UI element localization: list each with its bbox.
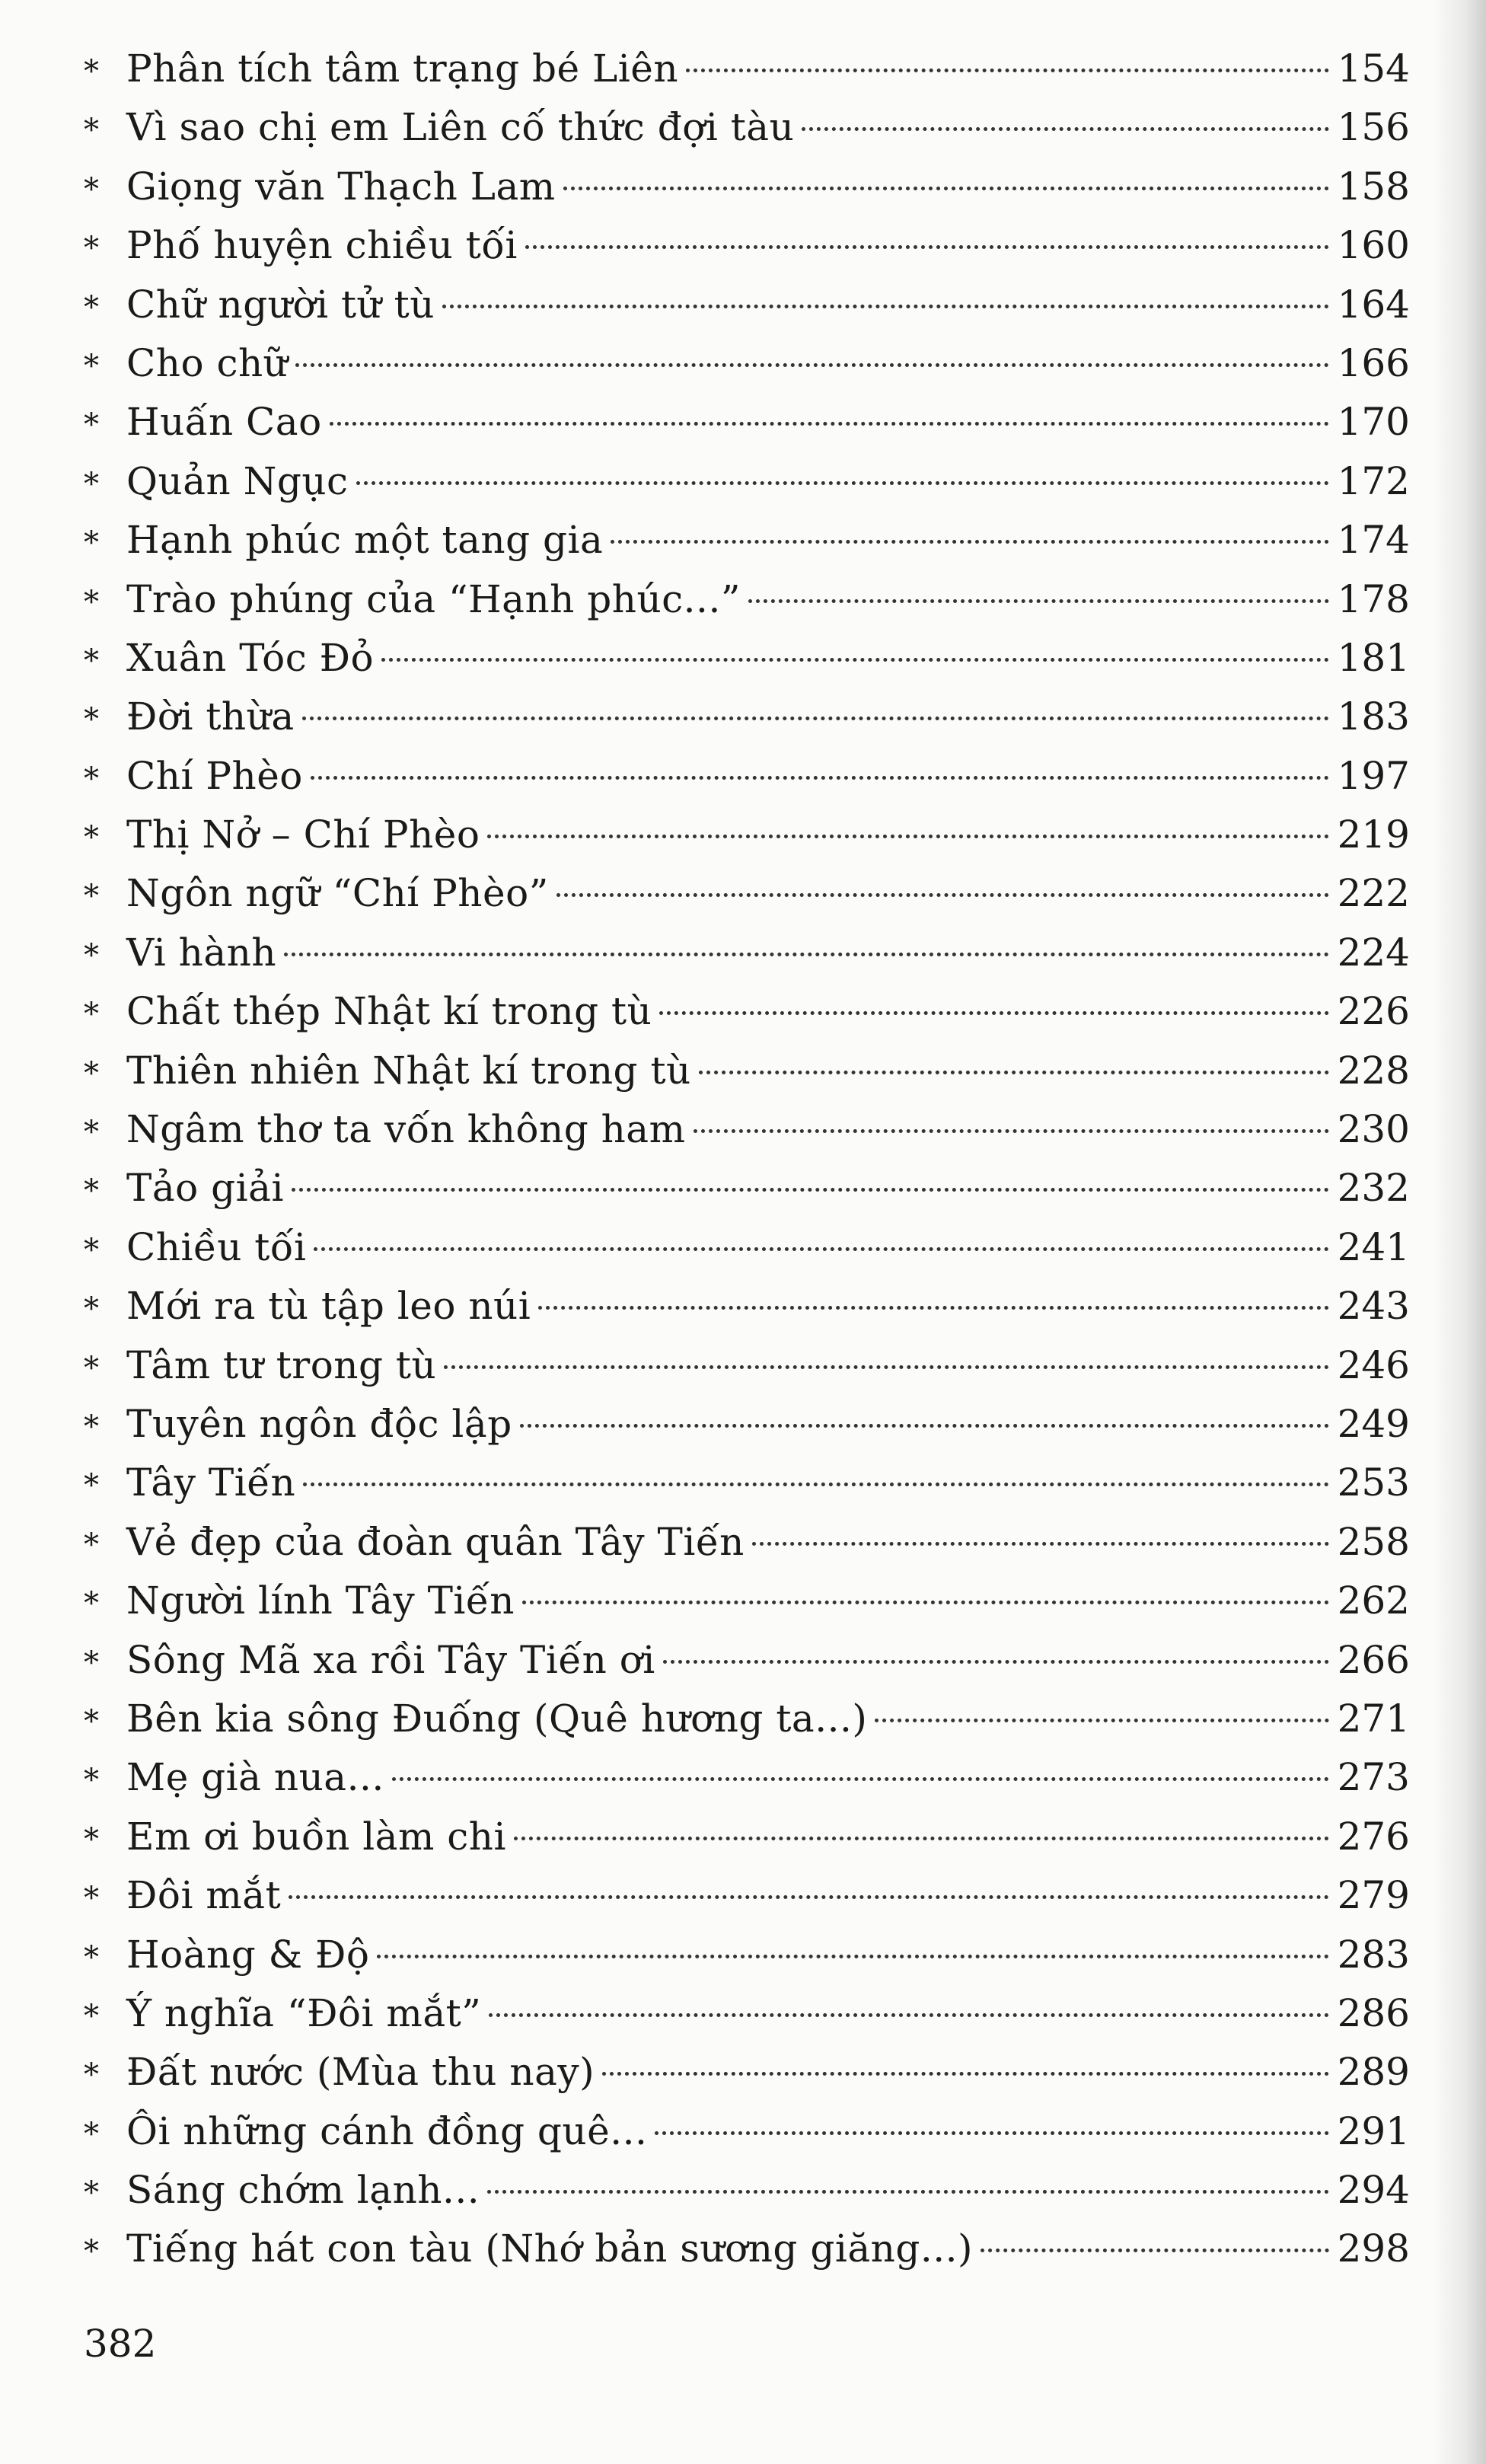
toc-entry-page-number: 156 bbox=[1337, 105, 1410, 150]
toc-dot-leader bbox=[663, 1660, 1329, 1664]
toc-dot-leader bbox=[655, 2131, 1329, 2135]
toc-dot-leader bbox=[699, 1071, 1329, 1074]
toc-entry-title: Xuân Tóc Đỏ bbox=[126, 635, 375, 680]
toc-entry bbox=[84, 1336, 1410, 1395]
toc-entry bbox=[84, 1748, 1410, 1807]
toc-entry-title: Vi hành bbox=[126, 930, 277, 975]
toc-entry bbox=[84, 1042, 1410, 1100]
toc-entry bbox=[84, 1690, 1410, 1748]
toc-entry-title: Giọng văn Thạch Lam bbox=[126, 164, 556, 209]
toc-bullet: * bbox=[84, 1763, 99, 1799]
toc-bullet: * bbox=[84, 1881, 99, 1917]
toc-dot-leader bbox=[295, 363, 1329, 367]
toc-dot-leader bbox=[602, 2072, 1329, 2076]
toc-entry bbox=[84, 1218, 1410, 1277]
toc-entry bbox=[84, 40, 1410, 98]
toc-entry bbox=[84, 570, 1410, 629]
toc-dot-leader bbox=[377, 1955, 1329, 1958]
toc-entry-page-number: 271 bbox=[1337, 1696, 1410, 1741]
toc-dot-leader bbox=[563, 187, 1329, 190]
toc-entry bbox=[84, 2220, 1410, 2278]
toc-dot-leader bbox=[694, 1129, 1329, 1133]
toc-entry-title: Mẹ già nua... bbox=[126, 1755, 384, 1800]
toc-bullet: * bbox=[84, 1173, 99, 1209]
toc-bullet: * bbox=[84, 643, 99, 678]
toc-dot-leader bbox=[611, 540, 1329, 544]
toc-dot-leader bbox=[487, 2190, 1329, 2194]
toc-entry-title: Quản Ngục bbox=[126, 458, 349, 503]
toc-bullet: * bbox=[84, 937, 99, 973]
toc-entry-title: Thiên nhiên Nhật kí trong tù bbox=[126, 1048, 691, 1093]
toc-entry-title: Hoàng & Độ bbox=[126, 1932, 370, 1977]
toc-entry-page-number: 197 bbox=[1337, 753, 1410, 798]
toc-entry bbox=[84, 452, 1410, 511]
toc-entry-title: Đời thừa bbox=[126, 694, 295, 739]
toc-bullet: * bbox=[84, 584, 99, 620]
toc-bullet: * bbox=[84, 466, 99, 502]
toc-entry-page-number: 228 bbox=[1337, 1048, 1410, 1093]
toc-entry-title: Tiếng hát con tàu (Nhớ bản sương giăng...) bbox=[126, 2226, 974, 2271]
toc-dot-leader bbox=[311, 776, 1329, 780]
toc-entry bbox=[84, 511, 1410, 570]
toc-bullet: * bbox=[84, 1232, 99, 1268]
page-edge-shadow bbox=[1433, 0, 1486, 2464]
toc-bullet: * bbox=[84, 1939, 99, 1975]
toc-entry-title: Vẻ đẹp của đoàn quân Tây Tiến bbox=[126, 1519, 745, 1564]
toc-entry-title: Phân tích tâm trạng bé Liên bbox=[126, 46, 679, 91]
toc-dot-leader bbox=[314, 1247, 1329, 1251]
toc-entry-title: Em ơi buồn làm chi bbox=[126, 1814, 506, 1859]
toc-entry-page-number: 230 bbox=[1337, 1107, 1410, 1152]
toc-entry bbox=[84, 334, 1410, 393]
toc-entry-page-number: 241 bbox=[1337, 1224, 1410, 1269]
toc-entry-title: Ý nghĩa “Đôi mắt” bbox=[126, 1990, 482, 2035]
folio-page-number: 382 bbox=[84, 2322, 157, 2366]
toc-dot-leader bbox=[292, 1188, 1329, 1192]
toc-dot-leader bbox=[444, 1365, 1329, 1369]
toc-dot-leader bbox=[303, 1483, 1329, 1486]
toc-entry-page-number: 286 bbox=[1337, 1990, 1410, 2035]
toc-entry bbox=[84, 276, 1410, 334]
toc-entry-page-number: 172 bbox=[1337, 458, 1410, 503]
toc-entry-page-number: 224 bbox=[1337, 930, 1410, 975]
toc-bullet: * bbox=[84, 1998, 99, 2034]
toc-entry-title: Bên kia sông Đuống (Quê hương ta...) bbox=[126, 1696, 868, 1741]
toc-entry-title: Vì sao chị em Liên cố thức đợi tàu bbox=[126, 105, 795, 150]
toc-dot-leader bbox=[538, 1306, 1329, 1310]
toc-entry-title: Đất nước (Mùa thu nay) bbox=[126, 2050, 595, 2095]
toc-entry-page-number: 158 bbox=[1337, 164, 1410, 209]
toc-entry bbox=[84, 98, 1410, 157]
toc-entry bbox=[84, 1454, 1410, 1512]
toc-entry bbox=[84, 806, 1410, 864]
toc-entry-title: Tảo giải bbox=[126, 1166, 284, 1211]
toc-entry bbox=[84, 158, 1410, 216]
toc-entry bbox=[84, 1572, 1410, 1630]
toc-dot-leader bbox=[330, 422, 1329, 426]
toc-bullet: * bbox=[84, 1703, 99, 1739]
toc-entry-page-number: 279 bbox=[1337, 1873, 1410, 1918]
toc-bullet: * bbox=[84, 2057, 99, 2093]
toc-entry-title: Hạnh phúc một tang gia bbox=[126, 518, 604, 563]
toc-entry-title: Cho chữ bbox=[126, 340, 289, 385]
toc-entry-page-number: 154 bbox=[1337, 46, 1410, 91]
toc-entry-page-number: 164 bbox=[1337, 282, 1410, 327]
toc-entry-title: Ngâm thơ ta vốn không ham bbox=[126, 1107, 686, 1152]
toc-dot-leader bbox=[284, 953, 1329, 956]
toc-entry-page-number: 294 bbox=[1337, 2168, 1410, 2213]
toc-entry-page-number: 273 bbox=[1337, 1755, 1410, 1800]
toc-entry bbox=[84, 982, 1410, 1041]
toc-entry bbox=[84, 1395, 1410, 1454]
toc-bullet: * bbox=[84, 702, 99, 738]
toc-dot-leader bbox=[752, 1542, 1329, 1546]
toc-dot-leader bbox=[659, 1011, 1329, 1015]
toc-bullet: * bbox=[84, 171, 99, 207]
toc-entry-page-number: 222 bbox=[1337, 871, 1410, 916]
toc-entry-title: Sông Mã xa rồi Tây Tiến ơi bbox=[126, 1637, 655, 1682]
toc-entry bbox=[84, 1100, 1410, 1159]
toc-entry bbox=[84, 629, 1410, 688]
toc-dot-leader bbox=[522, 1601, 1329, 1604]
toc-entry bbox=[84, 2161, 1410, 2220]
toc-bullet: * bbox=[84, 1350, 99, 1386]
toc-bullet: * bbox=[84, 348, 99, 384]
toc-dot-leader bbox=[442, 305, 1329, 308]
toc-dot-leader bbox=[981, 2249, 1329, 2252]
toc-entry-page-number: 283 bbox=[1337, 1932, 1410, 1977]
toc-entry bbox=[84, 1984, 1410, 2043]
toc-dot-leader bbox=[489, 2013, 1329, 2017]
toc-entry bbox=[84, 1631, 1410, 1690]
toc-bullet: * bbox=[84, 113, 99, 148]
toc-entry bbox=[84, 1513, 1410, 1572]
toc-entry-page-number: 258 bbox=[1337, 1519, 1410, 1564]
toc-dot-leader bbox=[686, 69, 1329, 72]
toc-entry-page-number: 289 bbox=[1337, 2050, 1410, 2095]
toc-entry bbox=[84, 1866, 1410, 1925]
toc-dot-leader bbox=[748, 599, 1329, 603]
toc-entry-title: Người lính Tây Tiến bbox=[126, 1578, 515, 1623]
toc-entry bbox=[84, 1926, 1410, 1984]
toc-dot-leader bbox=[356, 481, 1329, 485]
toc-bullet: * bbox=[84, 1468, 99, 1504]
toc-dot-leader bbox=[514, 1837, 1329, 1840]
toc-bullet: * bbox=[84, 54, 99, 89]
toc-entry-page-number: 219 bbox=[1337, 812, 1410, 857]
toc-dot-leader bbox=[302, 717, 1329, 720]
toc-entry-page-number: 253 bbox=[1337, 1460, 1410, 1505]
toc-entry-title: Mới ra tù tập leo núi bbox=[126, 1284, 531, 1329]
toc-entry-page-number: 276 bbox=[1337, 1814, 1410, 1859]
toc-entry bbox=[84, 393, 1410, 452]
toc-bullet: * bbox=[84, 289, 99, 325]
toc-entry-page-number: 266 bbox=[1337, 1637, 1410, 1682]
toc-entry-title: Phố huyện chiều tối bbox=[126, 223, 518, 268]
toc-entry bbox=[84, 688, 1410, 746]
toc-bullet: * bbox=[84, 761, 99, 796]
toc-entry-page-number: 291 bbox=[1337, 2108, 1410, 2153]
toc-entry-page-number: 243 bbox=[1337, 1284, 1410, 1329]
toc-entry-title: Tâm tư trong tù bbox=[126, 1342, 437, 1387]
toc-dot-leader bbox=[392, 1777, 1329, 1781]
toc-bullet: * bbox=[84, 2234, 99, 2270]
toc-dot-leader bbox=[289, 1895, 1329, 1899]
toc-entry bbox=[84, 2102, 1410, 2161]
toc-bullet: * bbox=[84, 1527, 99, 1562]
toc-entry-page-number: 226 bbox=[1337, 989, 1410, 1034]
toc-entry-page-number: 183 bbox=[1337, 694, 1410, 739]
toc-dot-leader bbox=[520, 1424, 1329, 1428]
toc-bullet: * bbox=[84, 1055, 99, 1091]
toc-entry-page-number: 166 bbox=[1337, 340, 1410, 385]
toc-dot-leader bbox=[556, 893, 1329, 897]
toc-entry bbox=[84, 864, 1410, 923]
table-of-contents bbox=[84, 40, 1410, 2279]
toc-entry-title: Đôi mắt bbox=[126, 1873, 282, 1918]
toc-entry-title: Thị Nở – Chí Phèo bbox=[126, 812, 480, 857]
toc-dot-leader bbox=[381, 658, 1329, 662]
toc-bullet: * bbox=[84, 525, 99, 561]
toc-entry bbox=[84, 2043, 1410, 2102]
toc-entry-page-number: 246 bbox=[1337, 1342, 1410, 1387]
toc-entry-title: Sáng chớm lạnh... bbox=[126, 2168, 480, 2213]
toc-entry bbox=[84, 1277, 1410, 1336]
toc-entry bbox=[84, 747, 1410, 806]
toc-bullet: * bbox=[84, 1586, 99, 1622]
toc-entry bbox=[84, 1808, 1410, 1866]
toc-entry-title: Ôi những cánh đồng quê... bbox=[126, 2108, 648, 2153]
toc-entry-title: Chí Phèo bbox=[126, 753, 303, 798]
toc-bullet: * bbox=[84, 231, 99, 267]
toc-bullet: * bbox=[84, 820, 99, 856]
toc-dot-leader bbox=[525, 245, 1329, 249]
toc-bullet: * bbox=[84, 2116, 99, 2152]
toc-bullet: * bbox=[84, 1115, 99, 1151]
toc-entry-page-number: 174 bbox=[1337, 518, 1410, 563]
toc-entry-page-number: 249 bbox=[1337, 1401, 1410, 1446]
toc-entry-title: Chữ người tử tù bbox=[126, 282, 435, 327]
toc-entry bbox=[84, 1159, 1410, 1218]
toc-entry-title: Ngôn ngữ “Chí Phèo” bbox=[126, 871, 549, 916]
toc-bullet: * bbox=[84, 1821, 99, 1857]
toc-entry-title: Chất thép Nhật kí trong tù bbox=[126, 989, 652, 1034]
toc-bullet: * bbox=[84, 997, 99, 1033]
toc-entry-page-number: 170 bbox=[1337, 400, 1410, 445]
toc-entry-title: Tây Tiến bbox=[126, 1460, 296, 1505]
toc-entry-page-number: 181 bbox=[1337, 635, 1410, 680]
toc-entry-title: Trào phúng của “Hạnh phúc...” bbox=[126, 576, 741, 621]
toc-entry-title: Chiều tối bbox=[126, 1224, 307, 1269]
toc-dot-leader bbox=[875, 1719, 1329, 1722]
toc-bullet: * bbox=[84, 879, 99, 914]
toc-bullet: * bbox=[84, 1645, 99, 1680]
toc-dot-leader bbox=[487, 835, 1329, 838]
toc-bullet: * bbox=[84, 1409, 99, 1444]
toc-entry-page-number: 262 bbox=[1337, 1578, 1410, 1623]
toc-entry-page-number: 178 bbox=[1337, 576, 1410, 621]
toc-entry bbox=[84, 924, 1410, 982]
toc-bullet: * bbox=[84, 2175, 99, 2211]
toc-entry-title: Tuyên ngôn độc lập bbox=[126, 1401, 512, 1446]
toc-entry-title: Huấn Cao bbox=[126, 400, 322, 445]
toc-bullet: * bbox=[84, 407, 99, 443]
toc-entry-page-number: 298 bbox=[1337, 2226, 1410, 2271]
toc-entry-page-number: 232 bbox=[1337, 1166, 1410, 1211]
toc-entry bbox=[84, 216, 1410, 275]
toc-dot-leader bbox=[802, 127, 1329, 131]
toc-bullet: * bbox=[84, 1291, 99, 1327]
toc-entry-page-number: 160 bbox=[1337, 223, 1410, 268]
